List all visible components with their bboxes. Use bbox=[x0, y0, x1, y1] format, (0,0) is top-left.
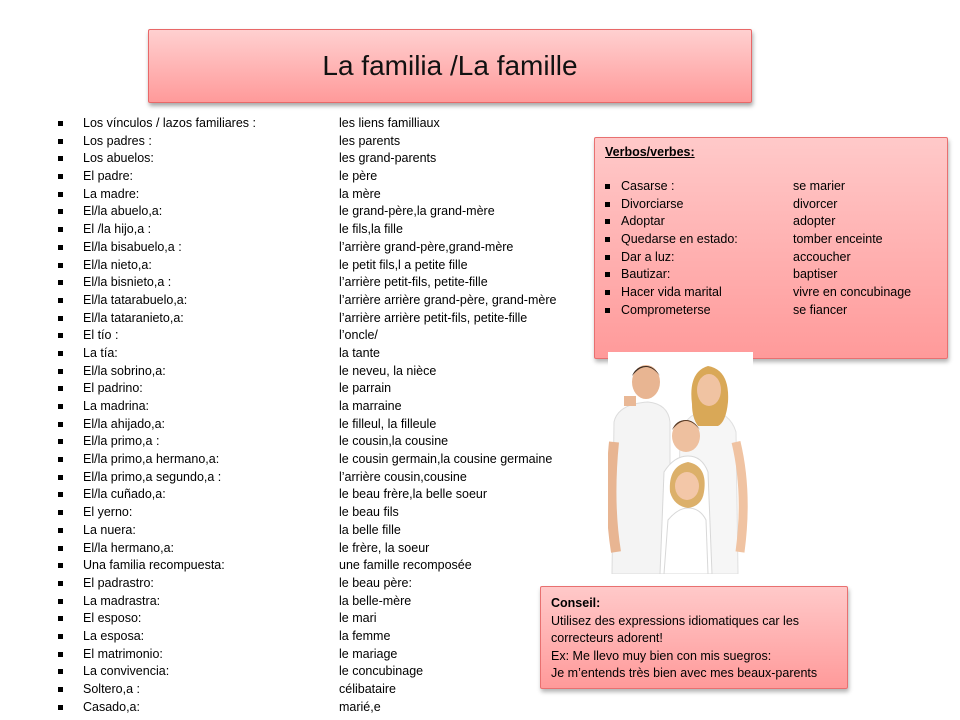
bullet-icon bbox=[58, 475, 63, 480]
vocab-item bbox=[58, 363, 598, 381]
spanish-term: El/la tataranieto,a: bbox=[83, 310, 184, 325]
verbs-panel bbox=[594, 137, 948, 359]
french-verb: baptiser bbox=[793, 267, 838, 282]
vocab-item bbox=[58, 115, 598, 133]
spanish-term: El/la nieto,a: bbox=[83, 257, 152, 272]
vocab-item bbox=[58, 451, 598, 469]
french-term: le père bbox=[339, 169, 378, 184]
spanish-term: Los abuelos: bbox=[83, 151, 154, 166]
bullet-icon bbox=[58, 174, 63, 179]
spanish-term: El padre: bbox=[83, 169, 134, 184]
verb-item bbox=[605, 249, 937, 267]
french-term: marié,e bbox=[339, 699, 381, 714]
spanish-verb: Quedarse en estado: bbox=[621, 232, 738, 247]
bullet-icon bbox=[605, 308, 610, 313]
verb-item bbox=[605, 231, 937, 249]
bullet-icon bbox=[58, 139, 63, 144]
french-term: l’arrière arrière grand-père, grand-mère bbox=[339, 292, 557, 307]
vocab-item bbox=[58, 133, 598, 151]
verb-item bbox=[605, 196, 937, 214]
spanish-term: La tía: bbox=[83, 345, 118, 360]
french-term: le beau père: bbox=[339, 575, 412, 590]
family-photo bbox=[608, 352, 753, 574]
bullet-icon bbox=[58, 510, 63, 515]
bullet-icon bbox=[58, 245, 63, 250]
vocab-item bbox=[58, 257, 598, 275]
spanish-term: La convivencia: bbox=[83, 664, 170, 679]
french-term: le beau fils bbox=[339, 505, 399, 520]
verb-item bbox=[605, 213, 937, 231]
tip-heading: Conseil: bbox=[551, 596, 601, 610]
vocab-item bbox=[58, 380, 598, 398]
bullet-icon bbox=[605, 290, 610, 295]
spanish-term: El matrimonio: bbox=[83, 646, 163, 661]
french-term: le parrain bbox=[339, 381, 392, 396]
vocab-item bbox=[58, 239, 598, 257]
bullet-icon bbox=[58, 404, 63, 409]
bullet-icon bbox=[58, 528, 63, 533]
spanish-verb: Bautizar: bbox=[621, 267, 671, 282]
vocab-item bbox=[58, 168, 598, 186]
french-term: l’arrière petit-fils, petite-fille bbox=[339, 275, 488, 290]
bullet-icon bbox=[58, 546, 63, 551]
french-term: l’arrière grand-père,grand-mère bbox=[339, 239, 514, 254]
verbs-list bbox=[605, 178, 937, 320]
tip-line-2: Ex: Me llevo muy bien con mis suegros: bbox=[551, 648, 772, 663]
vocab-item bbox=[58, 522, 598, 540]
bullet-icon bbox=[58, 351, 63, 356]
bullet-icon bbox=[58, 457, 63, 462]
french-term: la mère bbox=[339, 186, 381, 201]
vocabulary-list bbox=[58, 115, 598, 716]
spanish-term: El/la cuñado,a: bbox=[83, 487, 166, 502]
french-verb: accoucher bbox=[793, 249, 851, 264]
spanish-term: El padrino: bbox=[83, 381, 143, 396]
french-term: le fils,la fille bbox=[339, 222, 403, 237]
vocab-item bbox=[58, 593, 598, 611]
spanish-term: El/la primo,a segundo,a : bbox=[83, 469, 222, 484]
spanish-verb: Hacer vida marital bbox=[621, 285, 722, 300]
verb-item bbox=[605, 178, 937, 196]
spanish-term: El/la bisnieto,a : bbox=[83, 275, 172, 290]
french-term: célibataire bbox=[339, 682, 396, 696]
french-term: le frère, la soeur bbox=[339, 540, 430, 555]
french-term: le mariage bbox=[339, 646, 398, 661]
french-term: la tante bbox=[339, 345, 381, 360]
spanish-term: La madrina: bbox=[83, 399, 150, 413]
vocab-item bbox=[58, 327, 598, 345]
bullet-icon bbox=[58, 209, 63, 214]
french-verb: tomber enceinte bbox=[793, 232, 883, 247]
french-verb: adopter bbox=[793, 214, 836, 229]
verb-item bbox=[605, 266, 937, 284]
bullet-icon bbox=[58, 599, 63, 604]
tip-line-3: Je m’entends très bien avec mes beaux-parents bbox=[551, 666, 818, 680]
spanish-verb: Adoptar bbox=[621, 214, 665, 229]
bullet-icon bbox=[58, 333, 63, 338]
french-term: les liens familliaux bbox=[339, 116, 440, 130]
bullet-icon bbox=[58, 192, 63, 197]
french-term: la belle-mère bbox=[339, 593, 412, 608]
french-term: le petit fils,l a petite fille bbox=[339, 257, 468, 272]
french-verb: divorcer bbox=[793, 196, 838, 211]
spanish-term: El yerno: bbox=[83, 505, 133, 520]
vocab-item bbox=[58, 557, 598, 575]
french-term: l’oncle/ bbox=[339, 328, 378, 343]
spanish-term: Los vínculos / lazos familiares : bbox=[83, 116, 256, 130]
bullet-icon bbox=[58, 492, 63, 497]
spanish-verb: Divorciarse bbox=[621, 196, 684, 211]
spanish-term: El/la tatarabuelo,a: bbox=[83, 292, 188, 307]
bullet-icon bbox=[605, 184, 610, 189]
bullet-icon bbox=[605, 255, 610, 260]
vocab-item bbox=[58, 504, 598, 522]
spanish-term: Casado,a: bbox=[83, 699, 140, 714]
spanish-term: El/la ahijado,a: bbox=[83, 416, 166, 431]
spanish-term: Soltero,a : bbox=[83, 682, 140, 696]
bullet-icon bbox=[58, 156, 63, 161]
vocab-item bbox=[58, 221, 598, 239]
spanish-verb: Casarse : bbox=[621, 179, 675, 193]
title-box bbox=[148, 29, 752, 103]
bullet-icon bbox=[605, 237, 610, 242]
bullet-icon bbox=[605, 272, 610, 277]
vocab-item bbox=[58, 186, 598, 204]
bullet-icon bbox=[58, 687, 63, 692]
spanish-verb: Dar a luz: bbox=[621, 249, 675, 264]
french-term: l’arrière cousin,cousine bbox=[339, 469, 467, 484]
french-term: une famille recomposée bbox=[339, 558, 472, 573]
spanish-term: La esposa: bbox=[83, 628, 145, 643]
french-term: le mari bbox=[339, 611, 377, 626]
spanish-term: El tío : bbox=[83, 328, 119, 343]
bullet-icon bbox=[58, 439, 63, 444]
vocab-item bbox=[58, 203, 598, 221]
spanish-term: Los padres : bbox=[83, 133, 152, 148]
vocab-item bbox=[58, 433, 598, 451]
bullet-icon bbox=[58, 705, 63, 710]
vocab-item bbox=[58, 345, 598, 363]
spanish-term: Una familia recompuesta: bbox=[83, 558, 225, 573]
page-title: La familia /La famille bbox=[322, 50, 578, 81]
vocab-item bbox=[58, 540, 598, 558]
vocab-item bbox=[58, 292, 598, 310]
vocab-item bbox=[58, 398, 598, 416]
bullet-icon bbox=[58, 316, 63, 321]
spanish-term: La nuera: bbox=[83, 522, 136, 537]
bullet-icon bbox=[58, 298, 63, 303]
spanish-term: El/la sobrino,a: bbox=[83, 363, 166, 378]
tip-line-1: Utilisez des expressions idiomatiques car les correcteurs adorent! bbox=[551, 613, 800, 645]
vocab-item bbox=[58, 469, 598, 487]
bullet-icon bbox=[58, 563, 63, 568]
french-term: le concubinage bbox=[339, 664, 424, 679]
bullet-icon bbox=[58, 280, 63, 285]
vocab-item bbox=[58, 486, 598, 504]
french-verb: se fiancer bbox=[793, 302, 848, 317]
vocab-item bbox=[58, 610, 598, 628]
verb-item bbox=[605, 284, 937, 302]
french-term: le cousin,la cousine bbox=[339, 434, 449, 449]
bullet-icon bbox=[605, 219, 610, 224]
verbs-heading: Verbos/verbes: bbox=[605, 145, 695, 159]
bullet-icon bbox=[58, 422, 63, 427]
bullet-icon bbox=[58, 616, 63, 621]
bullet-icon bbox=[58, 581, 63, 586]
bullet-icon bbox=[58, 634, 63, 639]
french-term: le grand-père,la grand-mère bbox=[339, 204, 495, 219]
bullet-icon bbox=[58, 227, 63, 232]
spanish-term: El/la bisabuelo,a : bbox=[83, 239, 182, 254]
spanish-term: El/la primo,a : bbox=[83, 434, 160, 449]
bullet-icon bbox=[58, 669, 63, 674]
bullet-icon bbox=[58, 386, 63, 391]
french-term: la belle fille bbox=[339, 522, 401, 537]
french-term: le filleul, la filleule bbox=[339, 416, 437, 431]
spanish-term: El esposo: bbox=[83, 611, 142, 626]
bullet-icon bbox=[58, 121, 63, 126]
vocab-item bbox=[58, 575, 598, 593]
spanish-term: El padrastro: bbox=[83, 575, 154, 590]
bullet-icon bbox=[58, 652, 63, 657]
french-term: le neveu, la nièce bbox=[339, 363, 437, 378]
vocab-item bbox=[58, 699, 598, 717]
spanish-term: La madre: bbox=[83, 186, 140, 201]
french-term: l’arrière arrière petit-fils, petite-fille bbox=[339, 310, 528, 325]
french-term: le beau frère,la belle soeur bbox=[339, 487, 488, 502]
spanish-term: El /la hijo,a : bbox=[83, 222, 152, 237]
french-term: le cousin germain,la cousine germaine bbox=[339, 452, 553, 467]
verb-item bbox=[605, 302, 937, 320]
spanish-verb: Comprometerse bbox=[621, 302, 711, 317]
vocab-item bbox=[58, 628, 598, 646]
tip-panel bbox=[540, 586, 848, 689]
vocab-item bbox=[58, 274, 598, 292]
french-term: la marraine bbox=[339, 399, 402, 413]
bullet-icon bbox=[605, 202, 610, 207]
spanish-term: La madrastra: bbox=[83, 593, 161, 608]
vocab-item bbox=[58, 416, 598, 434]
french-term: la femme bbox=[339, 628, 391, 643]
vocab-item bbox=[58, 646, 598, 664]
french-term: les parents bbox=[339, 133, 401, 148]
french-verb: vivre en concubinage bbox=[793, 285, 912, 300]
vocab-item bbox=[58, 310, 598, 328]
vocab-item bbox=[58, 150, 598, 168]
spanish-term: El/la abuelo,a: bbox=[83, 204, 163, 219]
spanish-term: El/la hermano,a: bbox=[83, 540, 175, 555]
french-term: les grand-parents bbox=[339, 151, 437, 166]
vocab-item bbox=[58, 681, 598, 699]
bullet-icon bbox=[58, 369, 63, 374]
french-verb: se marier bbox=[793, 179, 846, 193]
spanish-term: El/la primo,a hermano,a: bbox=[83, 452, 220, 467]
vocab-item bbox=[58, 663, 598, 681]
bullet-icon bbox=[58, 263, 63, 268]
